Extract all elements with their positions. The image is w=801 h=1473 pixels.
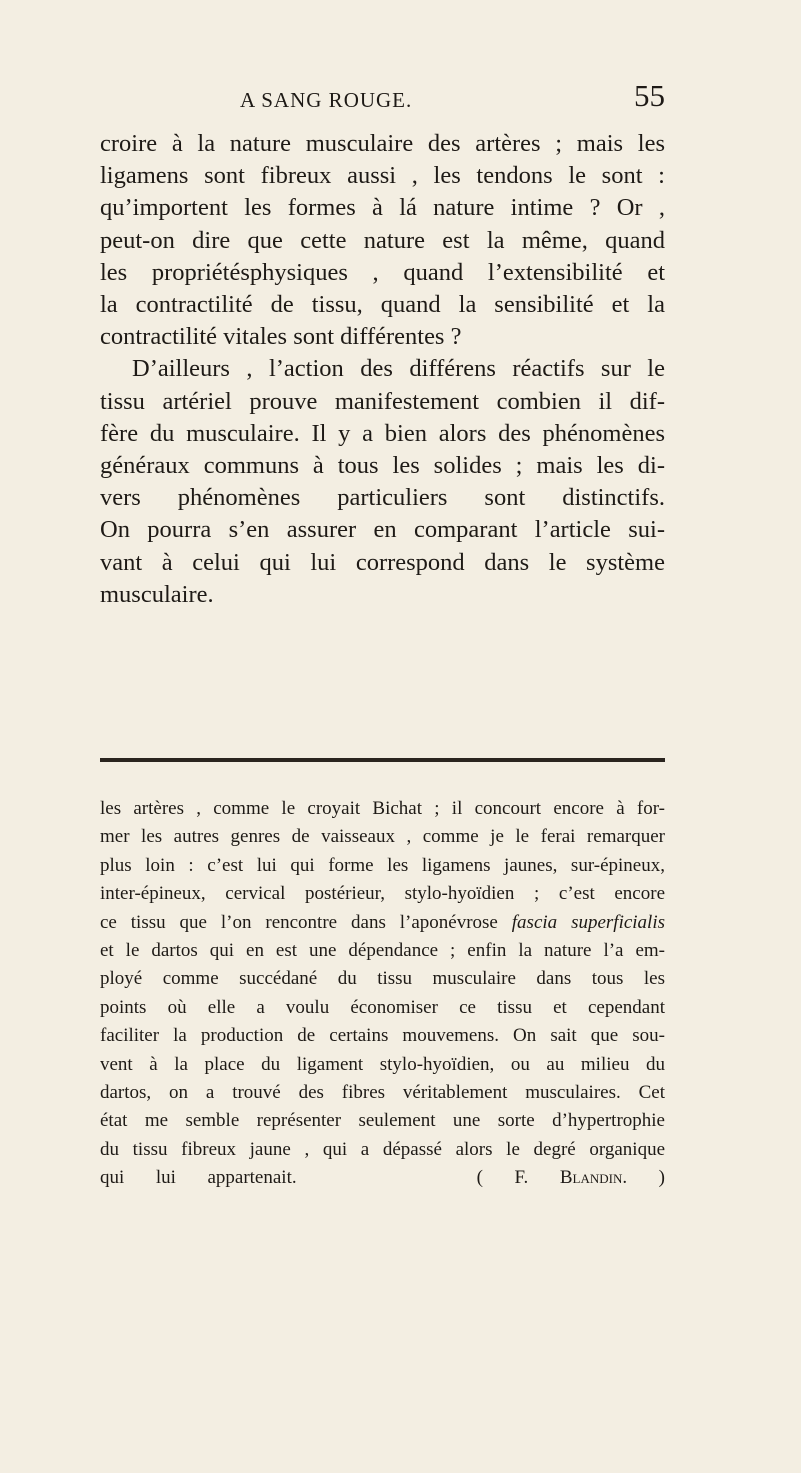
text-line: qu’importent les formes à lá nature intime ? Or , [100,194,665,222]
text-line: les propriétésphysiques , quand l’extensibilité et [100,258,665,286]
italic-term: fascia superficialis [511,911,666,933]
footnote-line: vent à la place du ligament stylo-hyoïdien, ou au milieu du [100,1053,665,1075]
footnote-line: dartos, on a trouvé des fibres véritablement musculaires. Cet [100,1082,665,1104]
text-line: On pourra s’en assurer en comparant l’article sui- [100,516,665,544]
footnote-line: état me semble représenter seulement une sorte d’hypertrophie [100,1110,665,1132]
footnote-line: les artères , comme le croyait Bichat ; il concourt encore à for- [100,798,665,819]
main-text [100,128,665,611]
footnote-line-with-term [100,909,665,937]
text-line: peut-on dire que cette nature est la même, quand [100,226,665,254]
footnote [100,795,665,1193]
footnote-line: inter-épineux, cervical postérieur, stylo-hyoïdien ; c’est encore [100,883,665,905]
text-line: la contractilité de tissu, quand la sensibilité et la [100,291,665,319]
text-line: vers phénomènes particuliers sont distinctifs. [100,484,665,512]
footnote-line: mer les autres genres de vaisseaux , comme je le ferai remarquer [100,826,665,848]
text-line: contractilité vitales sont différentes ? [100,323,462,351]
text-line: tissu artériel prouve manifestement combien il dif- [100,387,665,415]
footnote-line: ployé comme succédané du tissu musculaire dans tous les [100,968,665,990]
text-line: croire à la nature musculaire des artères ; mais les [100,130,665,157]
page-header [240,78,665,118]
paragraph-1 [100,128,665,353]
footnote-line-text: qui lui appartenait. [100,1167,297,1189]
page-number: 55 [634,78,665,113]
footnote-line: points où elle a voulu économiser ce tissu et cependant [100,996,665,1018]
text-line: ligamens sont fibreux aussi , les tendons le sont : [100,162,665,190]
footnote-line: du tissu fibreux jaune , qui a dépassé alors le degré organique [100,1138,665,1160]
footnote-line: faciliter la production de certains mouvemens. On sait que sou- [100,1025,665,1047]
footnote-separator-rule [100,758,665,762]
text-line: généraux communs à tous les solides ; mais les di- [100,452,665,480]
paragraph-2 [100,353,665,611]
footnote-line: plus loin : c’est lui qui forme les ligamens jaunes, sur-épineux, [100,854,665,876]
text-line: fère du musculaire. Il y a bien alors des phénomènes [100,419,665,447]
text-line: D’ailleurs , l’action des différens réactifs sur le [132,355,665,383]
footnote-last-line [100,1164,665,1192]
signature: ( F. Blandin. ) [476,1167,665,1189]
text-line: musculaire. [100,580,214,608]
text-line: vant à celui qui lui correspond dans le système [100,548,665,576]
footnote-line-text: ce tissu que l’on rencontre dans l’aponévrose [100,911,498,933]
running-title: A SANG ROUGE. [240,88,413,112]
footnote-line: et le dartos qui en est une dépendance ; enfin la nature l’a em- [100,940,665,962]
